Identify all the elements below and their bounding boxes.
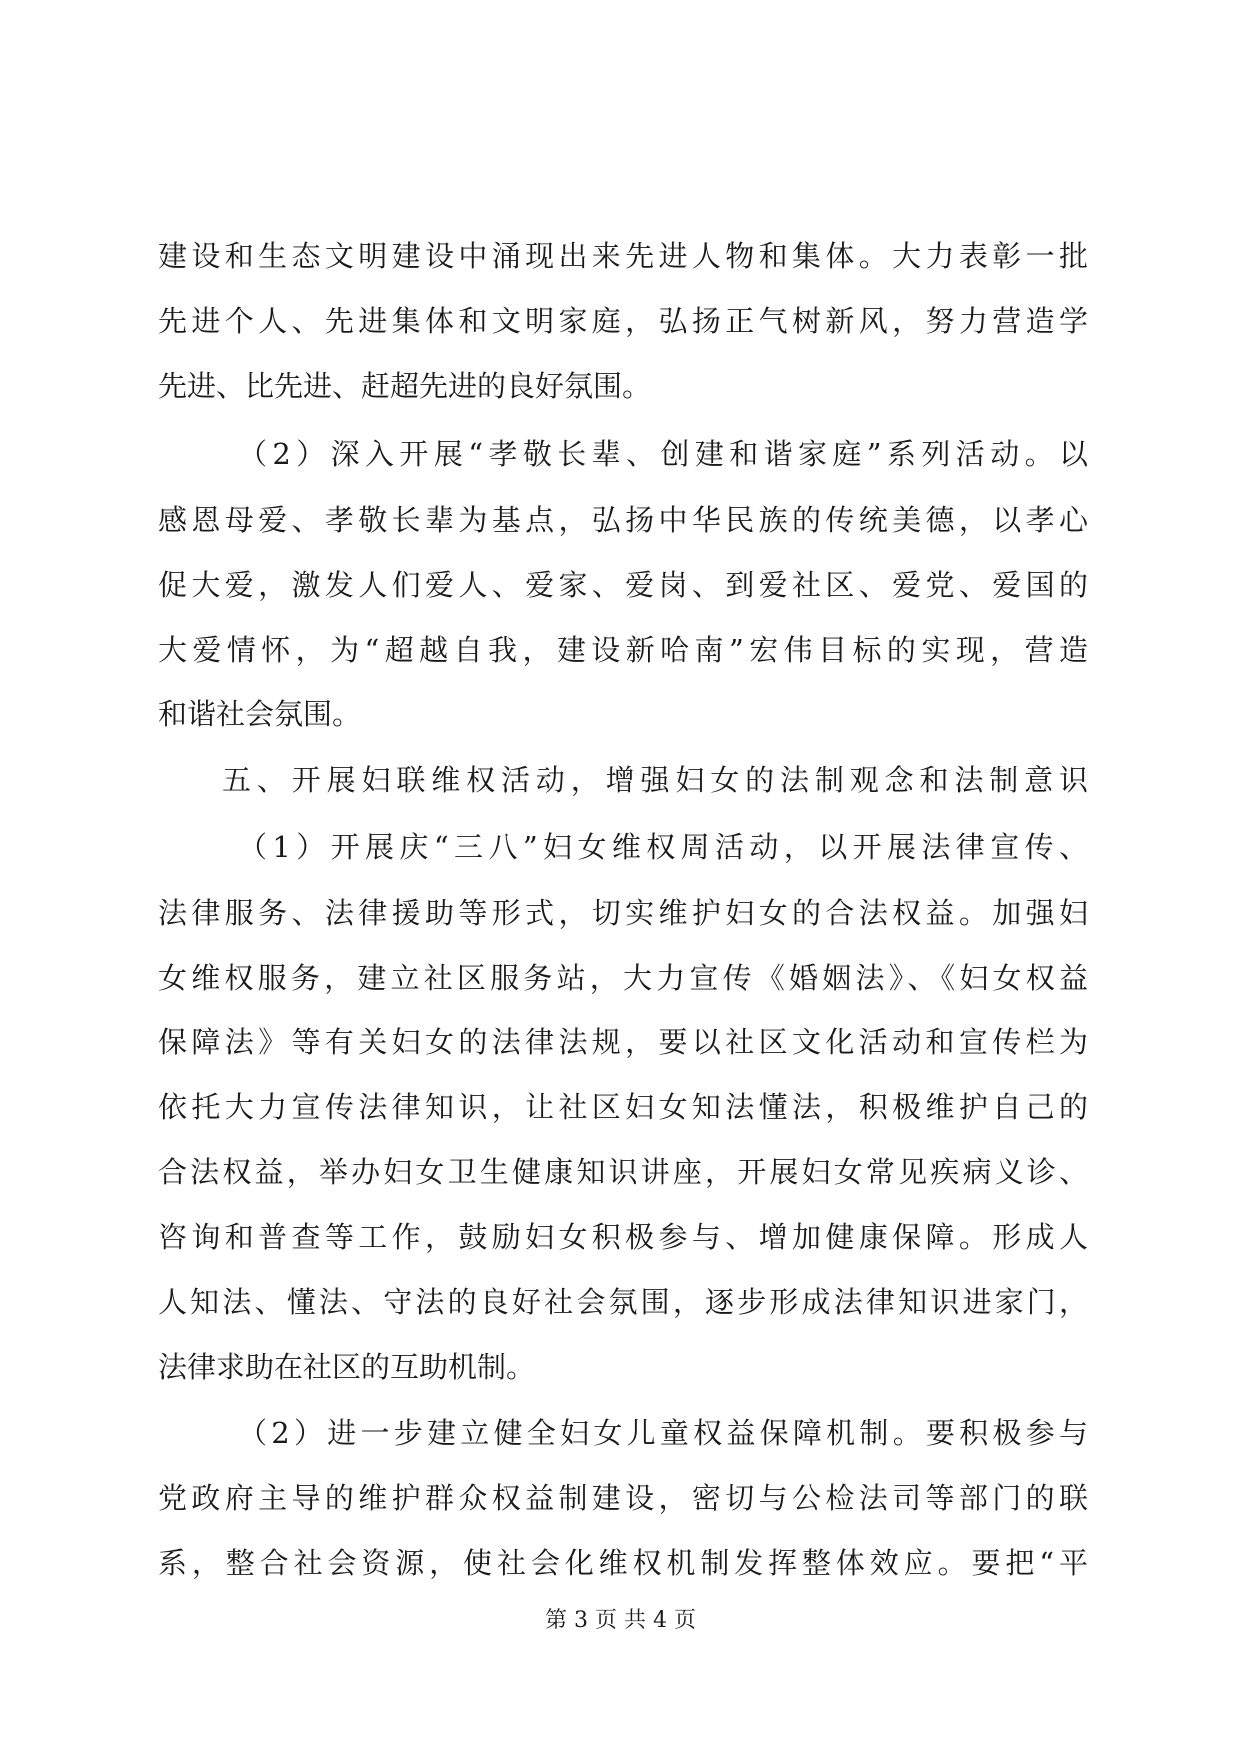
text-line: 女维权服务，建立社区服务站，大力宣传《婚姻法》、《妇女权益 xyxy=(158,961,1088,995)
text-line: 感恩母爱、孝敬长辈为基点，弘扬中华民族的传统美德，以孝心 xyxy=(158,503,1088,537)
text-line: 人知法、懂法、守法的良好社会氛围，逐步形成法律知识进家门， xyxy=(158,1285,1088,1319)
text-line: 依托大力宣传法律知识，让社区妇女知法懂法，积极维护自己的 xyxy=(158,1090,1088,1124)
text-line: 咨询和普查等工作，鼓励妇女积极参与、增加健康保障。形成人 xyxy=(158,1220,1088,1254)
text-line: 法律服务、法律援助等形式，切实维护妇女的合法权益。加强妇 xyxy=(158,896,1088,930)
text-line: 先进、比先进、赶超先进的良好氛围。 xyxy=(158,369,652,403)
text-line: （1）开展庆“三八”妇女维权周活动，以开展法律宣传、 xyxy=(238,830,1088,864)
text-line: 法律求助在社区的互助机制。 xyxy=(158,1350,536,1384)
text-line: 先进个人、先进集体和文明家庭，弘扬正气树新风，努力营造学 xyxy=(158,304,1088,338)
text-line: 系，整合社会资源，使社会化维权机制发挥整体效应。要把“平 xyxy=(158,1546,1088,1580)
text-line: 促大爱，激发人们爱人、爱家、爱岗、到爱社区、爱党、爱国的 xyxy=(158,568,1088,602)
text-line: （2）进一步建立健全妇女儿童权益保障机制。要积极参与 xyxy=(238,1416,1088,1450)
text-line: 建设和生态文明建设中涌现出来先进人物和集体。大力表彰一批 xyxy=(158,239,1088,273)
text-line: 和谐社会氛围。 xyxy=(158,697,362,731)
text-line: 合法权益，举办妇女卫生健康知识讲座，开展妇女常见疾病义诊、 xyxy=(158,1155,1088,1189)
page-footer: 第 3 页 共 4 页 xyxy=(545,1608,696,1633)
text-line: （2）深入开展“孝敬长辈、创建和谐家庭”系列活动。以 xyxy=(238,437,1088,471)
text-line: 党政府主导的维护群众权益制建设，密切与公检法司等部门的联 xyxy=(158,1481,1088,1515)
text-line: 大爱情怀，为“超越自我，建设新哈南”宏伟目标的实现，营造 xyxy=(158,633,1088,667)
text-line: 保障法》等有关妇女的法律法规，要以社区文化活动和宣传栏为 xyxy=(158,1025,1088,1059)
section-heading: 五、开展妇联维权活动，增强妇女的法制观念和法制意识 xyxy=(222,763,1088,797)
